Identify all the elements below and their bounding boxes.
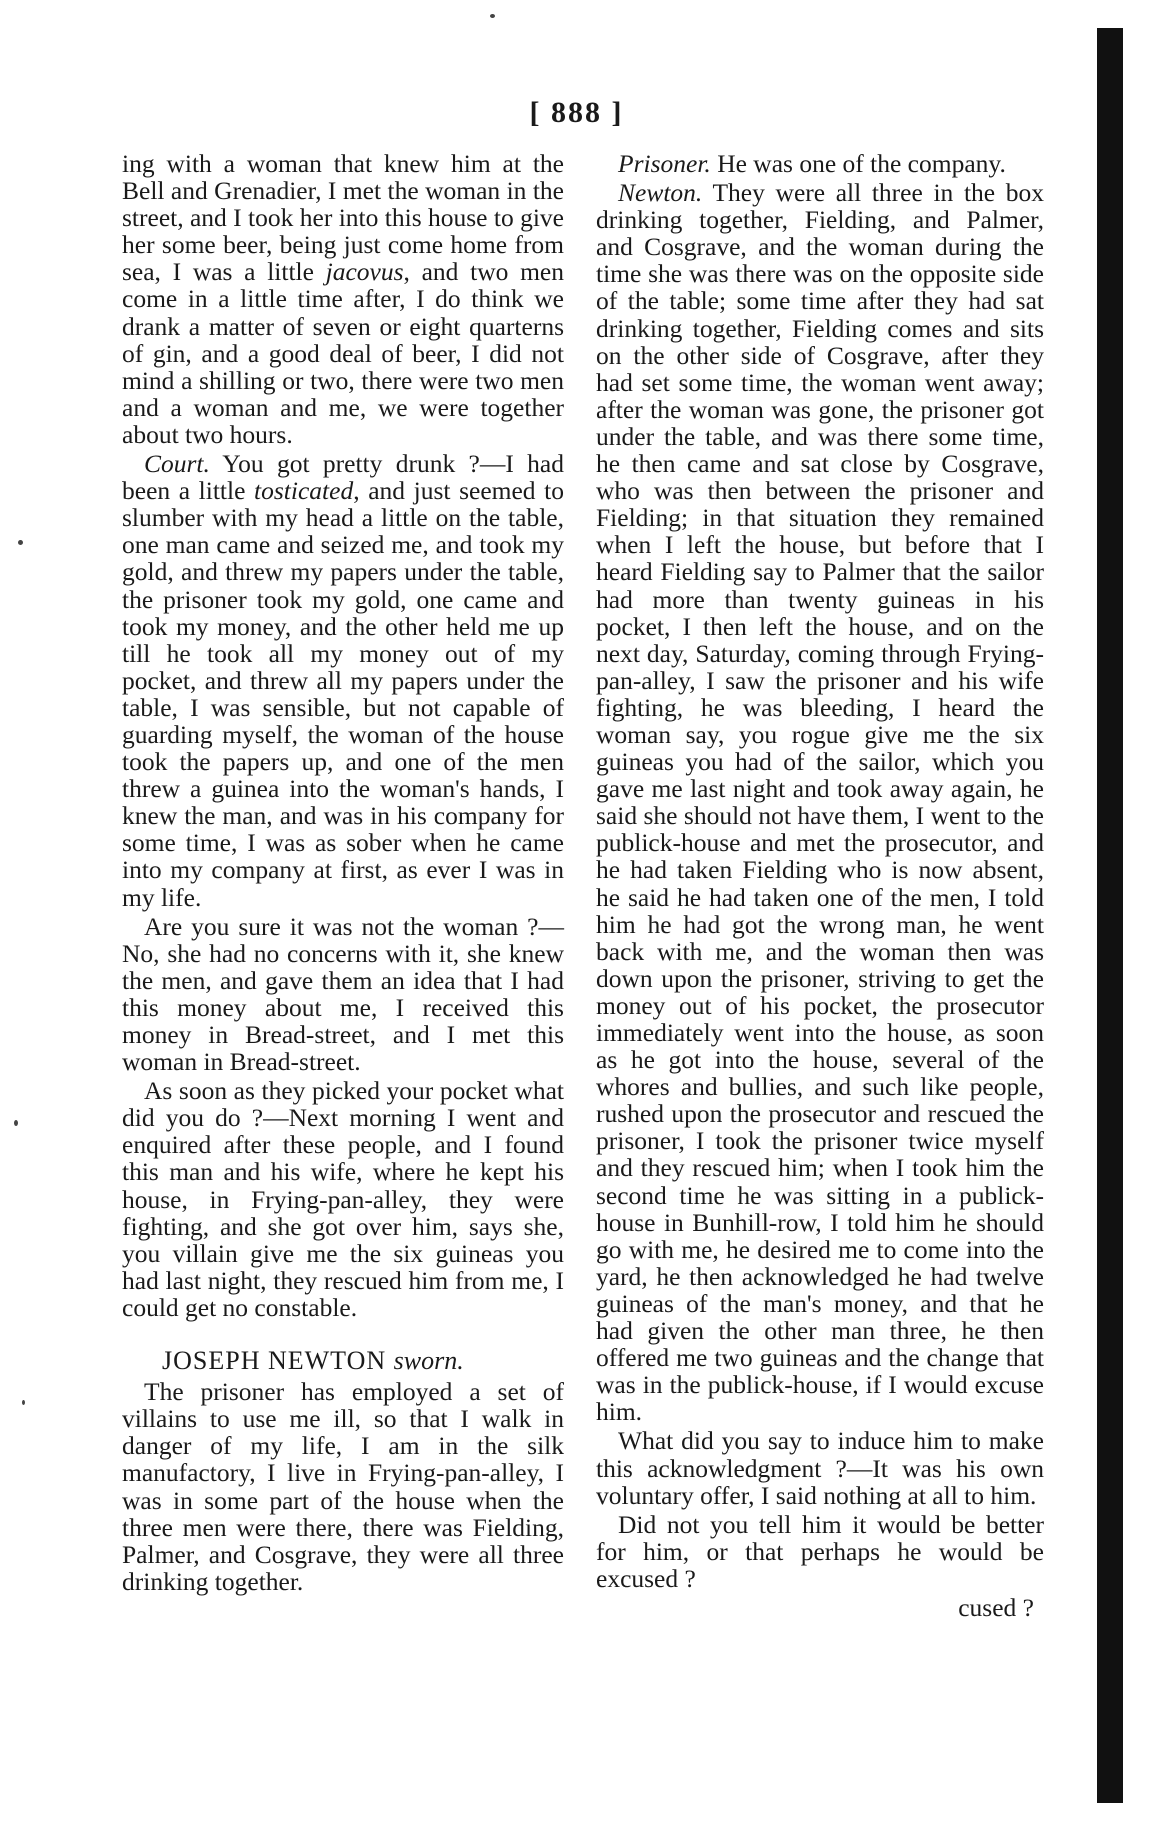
- text: ing with a woman that knew him at the Bell and Grenadier, I met the woman in the street, and I took her into this house to give her some beer, being just come home from sea, I was a little: [122, 149, 564, 287]
- paragraph: Did not you tell him it would be better for him, or that perhaps he would be excused ?: [596, 1509, 1044, 1593]
- text: They were all three in the box drinking together, Fielding, and Palmer, and Cosgrave, and the woman during the time she was there was on the opposite side of the table; some time after they had sat drinking together, Fielding comes and sits on the other side of Cosgrave, after they had set some time, the woman went away; after the woman was gone, the prisoner got under the table, and was there some time, he then came and sat close by Cosgrave, who was then between the prisoner and Fielding; in that situation they remained when I left the house, but before that I heard Fielding say to Palmer that the sailor had more than twenty guineas in his pocket, I then left the house, and on the next day, Saturday, coming through Frying-pan-alley, I saw the prisoner and his wife fighting, he was bleeding, I heard the woman say, you rogue give me the six guineas you had of the sailor, which you gave me last night and took away again, he said she should not have them, I went to the publick-house and met the prosecutor, and he had taken Fielding who is now absent, he said he had taken one of the men, I told him he had got the wrong man, he went back with me, and the woman then was down upon the prisoner, striving to get the money out of his pocket, the prosecutor immediately went into the house, as soon as he got into the house, several of the whores and bullies, and such like people, rushed upon the prosecutor and rescued the prisoner, I took the prisoner twice myself and they rescued him; when I took him the second time he was sitting in a publick-house in Bunhill-row, I told him he should go with me, he desired me to come into the yard, he then acknowledged he had twelve guineas of the man's money, and that he had given the other man three, he then offered me two guineas and the change that was in the publick-house, if I would excuse him.: [596, 178, 1044, 1427]
- sworn-label: sworn.: [393, 1346, 464, 1376]
- paragraph: The prisoner has employed a set of villains to use me ill, so that I walk in danger of my life, I am in the silk manufactory, I live in Frying-pan-alley, I was in some part of the house when the three men were there, there was Fielding, Palmer, and Cosgrave, they were all three drinking together.: [122, 1377, 564, 1596]
- paragraph: Are you sure it was not the woman ?—No, she had no concerns with it, she knew the men, and gave them an idea that I had this money about me, I received this money in Bread-street, and I met this woman in Bread-street.: [122, 911, 564, 1077]
- text: You got pretty drunk ?—I had been a little: [122, 449, 564, 506]
- paragraph: [596, 150, 1044, 177]
- witness-heading: [122, 1347, 564, 1374]
- speaker-label: Court.: [144, 449, 210, 479]
- paragraph: [596, 179, 1044, 1425]
- speaker-label: Prisoner.: [618, 149, 711, 178]
- text: He was one of the company.: [710, 149, 1006, 178]
- ink-speck: [14, 1120, 18, 1126]
- italic-text: tosticated: [254, 476, 354, 506]
- ink-speck: [490, 14, 495, 18]
- speaker-label: Newton.: [618, 178, 703, 208]
- paragraph: [122, 450, 564, 911]
- right-column: [596, 150, 1044, 1621]
- left-column: [122, 150, 564, 1597]
- text: , and just seemed to slumber with my head a little on the table, one man came and seized me, and took my gold, and threw my papers under the table, the prisoner took my gold, one came and took my money, and the other held me up till he took all my money out of my pocket, and threw all my papers under the table, I was sensible, but not capable of guarding myself, the woman of the house took the papers up, and one of the men threw a guinea into the woman's hands, I knew the man, and was in his company for some time, I was as sober when he came into my company at first, as ever I was in my life.: [122, 476, 564, 912]
- ink-speck: [22, 1400, 25, 1405]
- text: , and two men come in a little time after, I do think we drank a matter of seven or eight quarterns of gin, and a good deal of beer, I did not mind a shilling or two, there were two men and a woman and me, we were together about two hours.: [122, 257, 564, 449]
- witness-name: JOSEPH NEWTON: [162, 1346, 387, 1376]
- paragraph: [122, 150, 564, 448]
- paragraph: What did you say to induce him to make this acknowledgment ?—It was his own voluntary offer, I said nothing at all to him.: [596, 1426, 1044, 1510]
- italic-text: jacovus: [325, 257, 404, 287]
- ink-speck: [18, 540, 23, 545]
- page-number: [ 888 ]: [529, 96, 624, 129]
- binding-edge-shadow: [1097, 28, 1123, 1803]
- catchword: cused ?: [958, 1592, 1034, 1622]
- paragraph: As soon as they picked your pocket what did you do ?—Next morning I went and enquired after these people, and I found this man and his wife, where he kept his house, in Frying-pan-alley, they were fighting, and she got over him, says she, you villain give me the six guineas you had last night, they rescued him from me, I could get no constable.: [122, 1076, 564, 1322]
